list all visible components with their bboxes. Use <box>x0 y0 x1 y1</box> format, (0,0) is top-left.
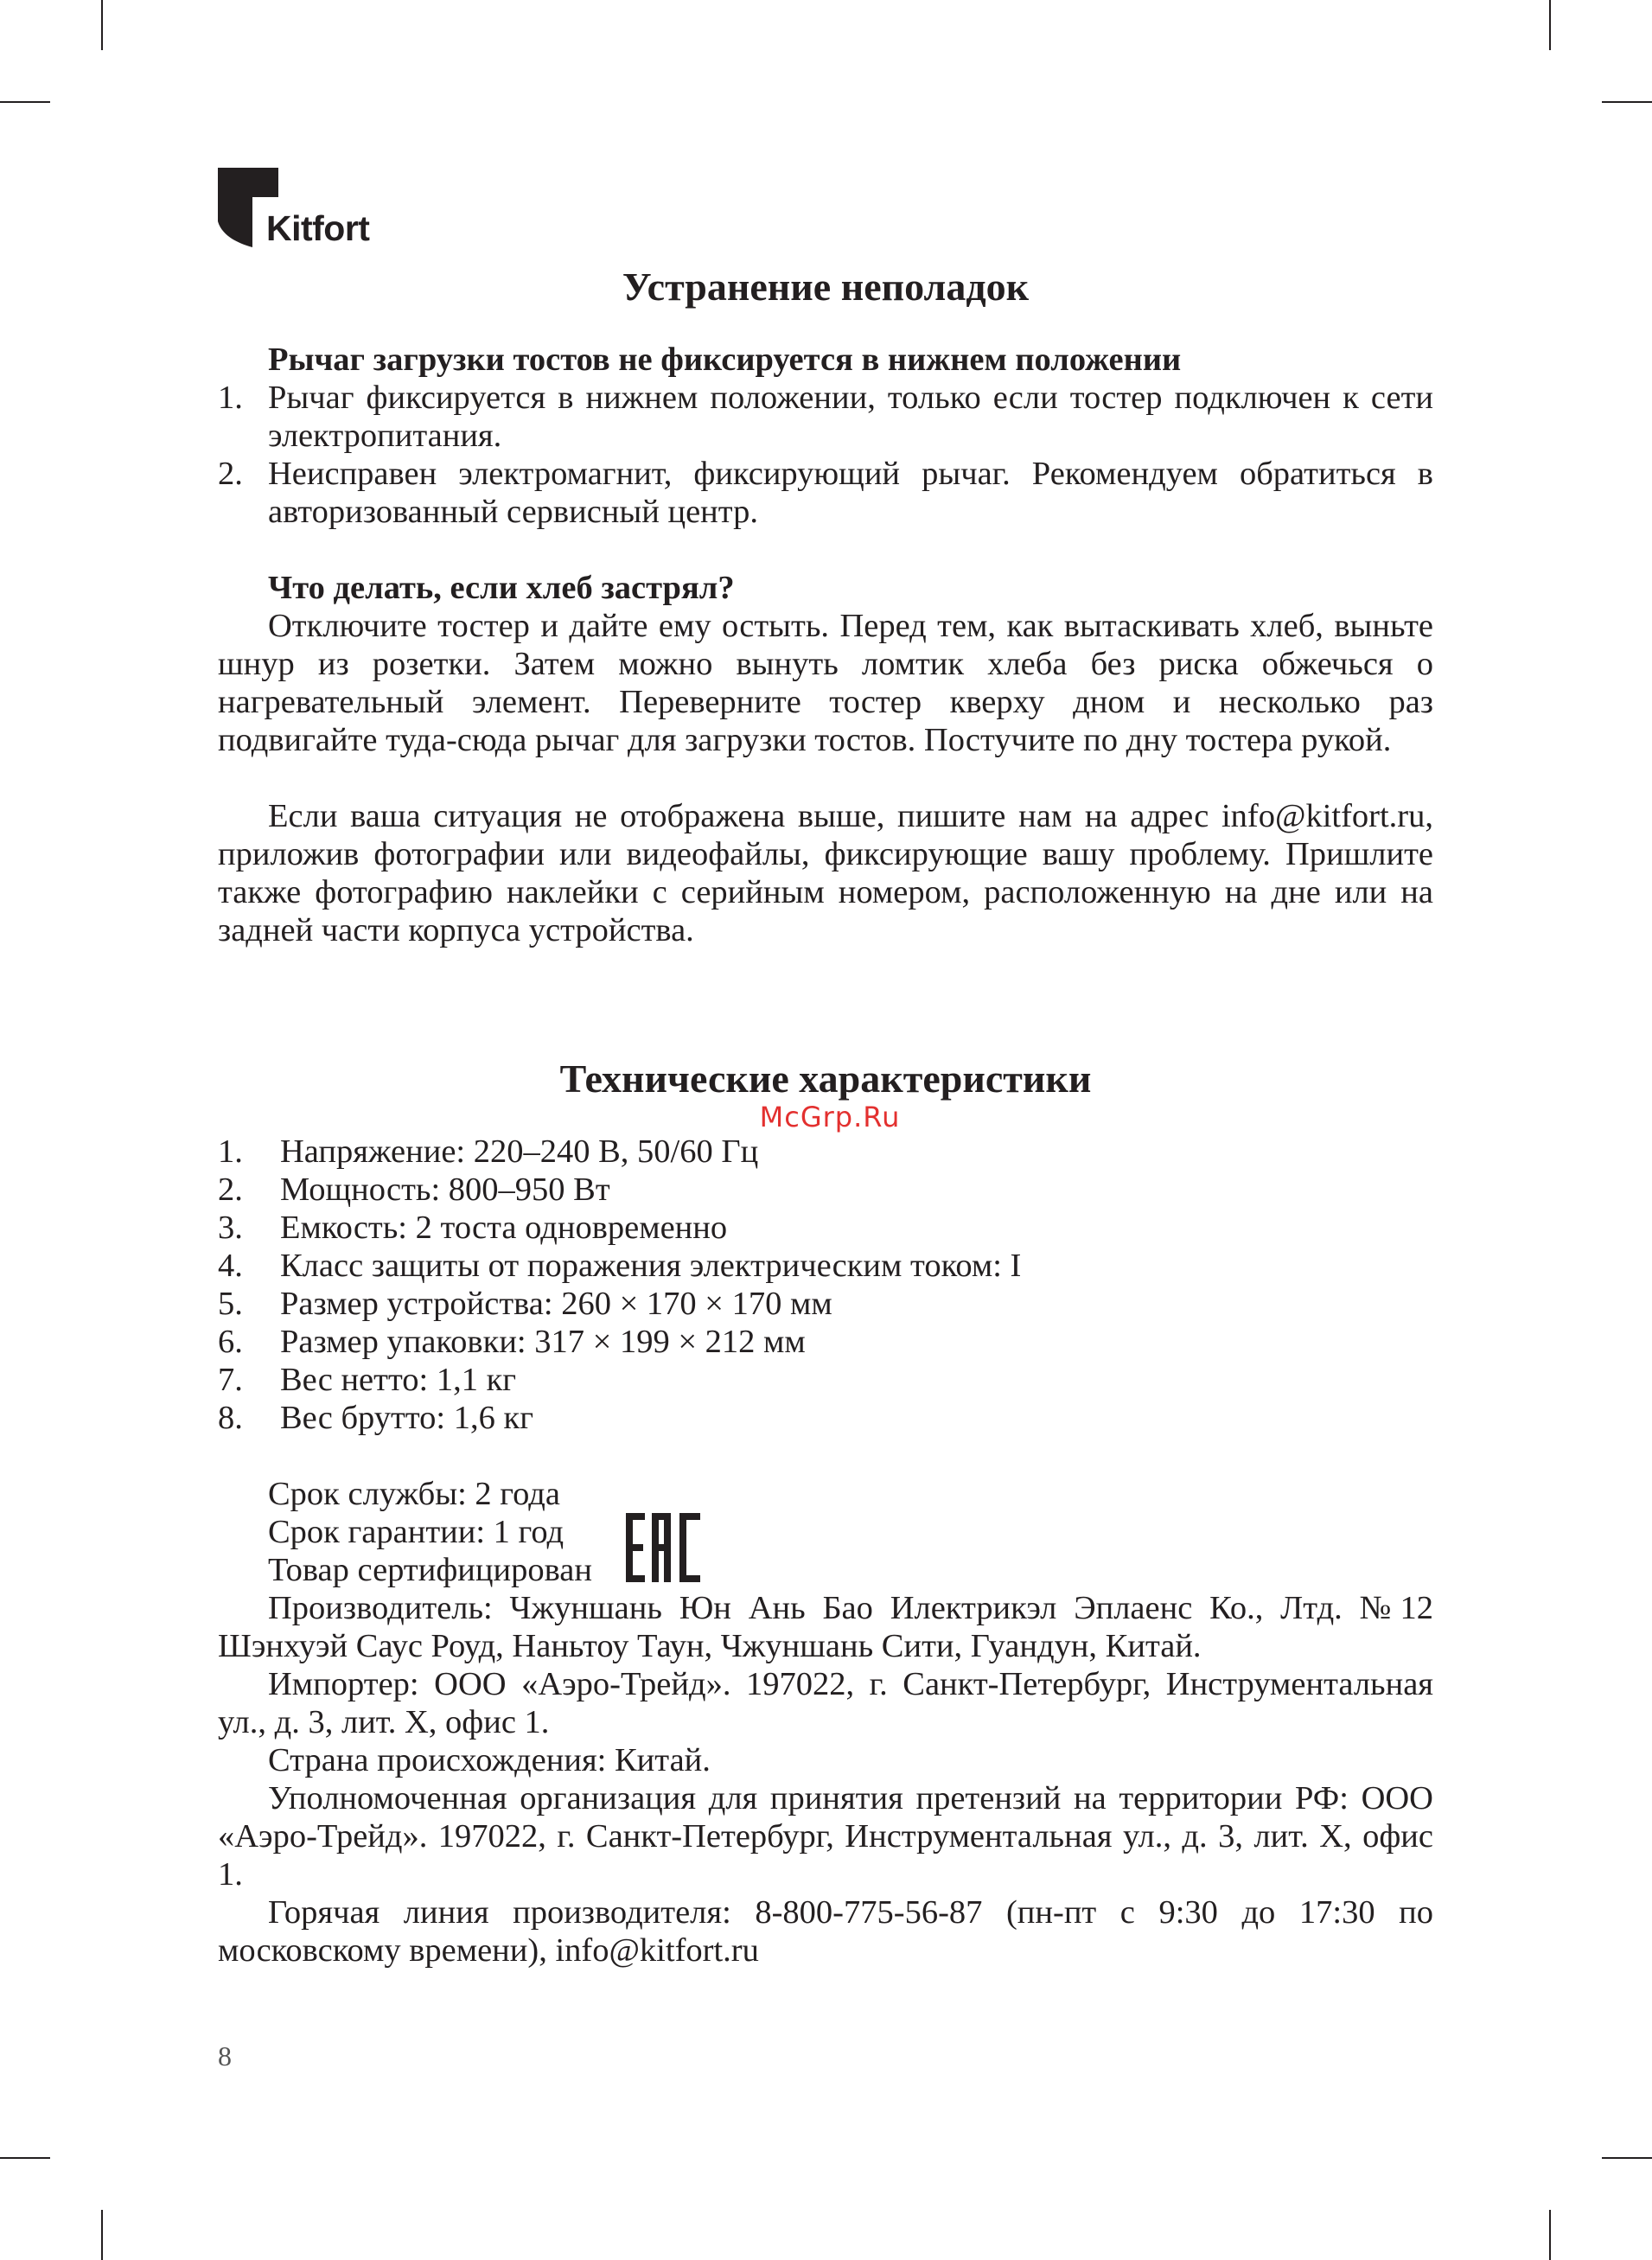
specifications-title: Технические характеристики <box>559 1057 1092 1101</box>
country-of-origin: Страна происхождения: Китай. <box>268 1742 711 1778</box>
spec-text: Мощность: 800–950 Вт <box>280 1171 610 1208</box>
manufacturer-info: Производитель: Чжуншань Юн Ань Бао Илектрикэл Эплаенс Ко., Лтд. №12 Шэнхуэй Саус Роуд, Наньтоу Таун, Чжуншань Сити, Гуандун, Китай. <box>218 1590 1433 1664</box>
crop-mark <box>101 0 103 50</box>
crop-mark <box>0 2157 50 2159</box>
crop-mark <box>0 101 50 103</box>
issue-lever-heading: Рычаг загрузки тостов не фиксируется в нижнем положении <box>268 342 1182 378</box>
page-number: 8 <box>218 2040 232 2072</box>
spec-item <box>218 1361 1433 1399</box>
list-text: Рычаг фиксируется в нижнем положении, только если тостер подключен к сети электропитания. <box>268 380 1433 454</box>
spec-item <box>218 1399 1433 1437</box>
crop-mark <box>1549 2210 1551 2260</box>
spec-text: Размер упаковки: 317 × 199 × 212 мм <box>280 1324 806 1360</box>
spec-item <box>218 1285 1433 1323</box>
spec-text: Размер устройства: 260 × 170 × 170 мм <box>280 1286 832 1322</box>
spec-text: Емкость: 2 тоста одновременно <box>280 1210 728 1246</box>
spec-item <box>218 1247 1433 1285</box>
contact-paragraph: Если ваша ситуация не отображена выше, пишите нам на адрес info@kitfort.ru, приложив фотографии или видеофайлы, фиксирующие вашу проблему. Пришлите также фотографию наклейки с серийным номером, расположенную на дне или на задней части корпуса устройства. <box>218 798 1433 948</box>
spec-text: Напряжение: 220–240 В, 50/60 Гц <box>280 1133 759 1170</box>
list-item <box>218 455 1433 531</box>
certification-note: Товар сертифицирован <box>268 1552 592 1588</box>
brand-name: Kitfort <box>266 208 370 248</box>
issue-lever-list <box>218 379 1433 531</box>
issue-bread-heading: Что делать, если хлеб застрял? <box>268 570 735 606</box>
document-body <box>218 265 1433 1970</box>
spec-text: Вес нетто: 1,1 кг <box>280 1362 517 1398</box>
crop-mark <box>1602 101 1652 103</box>
spec-text: Класс защиты от поражения электрическим током: I <box>280 1248 1022 1284</box>
eac-certification-icon <box>626 1513 700 1582</box>
authorized-organization: Уполномоченная организация для принятия претензий на территории РФ: ООО «Аэро-Трейд». 197022, г. Санкт-Петербург, Инструментальная ул., д. 3, лит. Х, офис 1. <box>218 1780 1433 1893</box>
spec-number: 6. <box>218 1324 243 1360</box>
troubleshooting-title: Устранение неполадок <box>622 265 1030 309</box>
spec-number: 1. <box>218 1133 243 1170</box>
specifications-list <box>218 1133 1433 1437</box>
spec-number: 7. <box>218 1362 243 1398</box>
spec-number: 4. <box>218 1248 243 1284</box>
crop-mark <box>1602 2157 1652 2159</box>
spec-number: 5. <box>218 1286 243 1322</box>
spec-text: Вес брутто: 1,6 кг <box>280 1400 533 1436</box>
spec-number: 8. <box>218 1400 243 1436</box>
watermark: McGrp.Ru <box>759 1101 901 1133</box>
crop-mark <box>101 2210 103 2260</box>
kitfort-logo <box>218 168 391 254</box>
spec-item <box>218 1209 1433 1247</box>
list-text: Неисправен электромагнит, фиксирующий рычаг. Рекомендуем обратиться в авторизованный сервисный центр. <box>268 456 1433 530</box>
crop-mark <box>1549 0 1551 50</box>
service-life: Срок службы: 2 года <box>268 1476 560 1512</box>
list-item <box>218 379 1433 455</box>
spec-number: 2. <box>218 1171 243 1208</box>
spec-number: 3. <box>218 1210 243 1246</box>
issue-bread-text: Отключите тостер и дайте ему остыть. Перед тем, как вытаскивать хлеб, выньте шнур из розетки. Затем можно вынуть ломтик хлеба без риска обжечься о нагревательный элемент. Переверните тостер кверху дном и несколько раз подвигайте туда-сюда рычаг для загрузки тостов. Постучите по дну тостера рукой. <box>218 608 1433 758</box>
importer-info: Импортер: ООО «Аэро-Трейд». 197022, г. Санкт-Петербург, Инструментальная ул., д. 3, лит. Х, офис 1. <box>218 1666 1433 1740</box>
list-number: 2. <box>218 456 243 492</box>
hotline-info: Горячая линия производителя: 8-800-775-56-87 (пн-пт с 9:30 до 17:30 по московскому времени), info@kitfort.ru <box>218 1894 1433 1969</box>
service-info <box>218 1475 1433 1589</box>
spec-item <box>218 1323 1433 1361</box>
warranty-period: Срок гарантии: 1 год <box>268 1514 564 1550</box>
spec-item <box>218 1133 1433 1171</box>
list-number: 1. <box>218 380 243 416</box>
spec-item <box>218 1171 1433 1209</box>
